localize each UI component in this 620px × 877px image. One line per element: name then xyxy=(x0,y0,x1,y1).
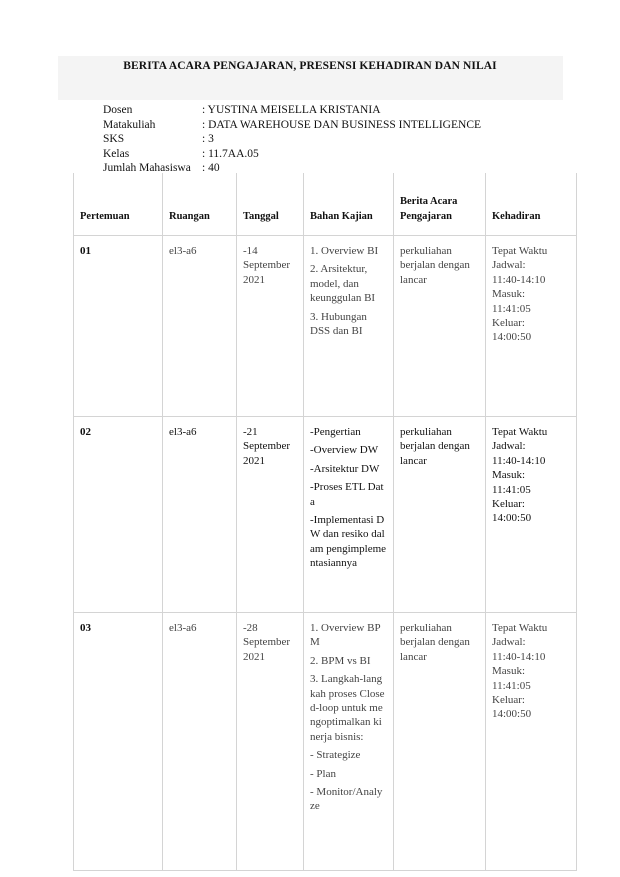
kehadiran-cell xyxy=(486,236,576,416)
bahan-kajian-cell xyxy=(304,236,394,416)
ruangan-cell: el3-a6 xyxy=(163,236,237,416)
tanggal-cell: -21 September 2021 xyxy=(237,417,304,612)
table-row xyxy=(74,417,576,613)
tanggal-cell: -14 September 2021 xyxy=(237,236,304,416)
kehadiran-line: 11:40-14:10 xyxy=(492,454,546,467)
kehadiran-line: Jadwal: xyxy=(492,440,526,453)
info-label: Matakuliah xyxy=(103,118,156,131)
kehadiran-line: Masuk: xyxy=(492,665,525,678)
bahan-item: 1. Overview BPM xyxy=(310,622,381,649)
bahan-item: - Strategize xyxy=(310,749,361,762)
info-row-dosen xyxy=(103,103,481,118)
info-label: Dosen xyxy=(103,104,133,116)
info-label: Kelas xyxy=(103,147,130,160)
header-pertemuan: Pertemuan xyxy=(74,173,163,235)
kehadiran-line: Masuk: xyxy=(492,469,525,482)
bahan-item: - Monitor/Analyze xyxy=(310,786,383,813)
kehadiran-line: Jadwal: xyxy=(492,259,526,272)
bahan-kajian-cell xyxy=(304,613,394,870)
bahan-item: -Pengertian xyxy=(310,426,361,438)
kehadiran-line: Jadwal: xyxy=(492,636,526,649)
kehadiran-cell xyxy=(486,417,576,612)
berita-acara-cell: perkuliahan berjalan dengan lancar xyxy=(394,236,486,416)
table-row xyxy=(74,613,576,870)
tanggal-cell: -28 September 2021 xyxy=(237,613,304,870)
kehadiran-line: 11:40-14:10 xyxy=(492,273,546,286)
bahan-item: 3. Hubungan DSS dan BI xyxy=(310,310,367,338)
kehadiran-line: Masuk: xyxy=(492,288,525,301)
pertemuan-cell: 02 xyxy=(74,417,163,612)
info-label: Jumlah Mahasiswa xyxy=(103,162,191,175)
info-value: : 11.7AA.05 xyxy=(202,147,259,160)
kehadiran-line: Keluar: xyxy=(492,694,525,707)
berita-acara-cell: perkuliahan berjalan dengan lancar xyxy=(394,417,486,612)
header-berita-acara: Berita Acara Pengajaran xyxy=(394,173,486,235)
info-value: : 40 xyxy=(202,162,220,175)
kehadiran-line: Keluar: xyxy=(492,498,525,511)
header-ruangan: Ruangan xyxy=(163,173,237,235)
kehadiran-line: 11:41:05 xyxy=(492,679,531,692)
bahan-item: 3. Langkah-langkah proses Closed-loop untuk mengoptimalkan kinerja bisnis: xyxy=(310,673,385,743)
bahan-item: 1. Overview BI xyxy=(310,245,379,257)
document-title: BERITA ACARA PENGAJARAN, PRESENSI KEHADIRAN DAN NILAI xyxy=(123,60,497,72)
pertemuan-cell: 03 xyxy=(74,613,163,870)
kehadiran-line: 14:00:50 xyxy=(492,331,532,344)
table-header-row xyxy=(74,173,576,236)
info-row-sks xyxy=(103,132,481,147)
info-row-kelas xyxy=(103,147,481,162)
bahan-item: -Arsitektur DW xyxy=(310,462,380,475)
pertemuan-cell: 01 xyxy=(74,236,163,416)
info-value: : 3 xyxy=(202,133,214,146)
berita-acara-cell: perkuliahan berjalan dengan lancar xyxy=(394,613,486,870)
info-value: : YUSTINA MEISELLA KRISTANIA xyxy=(202,104,381,116)
info-label: SKS xyxy=(103,133,125,146)
course-info xyxy=(103,103,481,176)
kehadiran-cell xyxy=(486,613,576,870)
bahan-item: 2. Arsitektur, model, dan keunggulan BI xyxy=(310,263,376,305)
kehadiran-line: Keluar: xyxy=(492,317,525,330)
kehadiran-line: 11:40-14:10 xyxy=(492,650,546,663)
info-row-matakuliah xyxy=(103,118,481,133)
kehadiran-line: 14:00:50 xyxy=(492,512,532,525)
header-tanggal: Tanggal xyxy=(237,173,304,235)
bahan-item: 2. BPM vs BI xyxy=(310,654,371,667)
bahan-item: -Overview DW xyxy=(310,444,379,457)
kehadiran-status: Tepat Waktu xyxy=(492,622,548,634)
kehadiran-line: 11:41:05 xyxy=(492,302,531,315)
ruangan-cell: el3-a6 xyxy=(163,417,237,612)
info-value: : DATA WAREHOUSE DAN BUSINESS INTELLIGENCE xyxy=(202,118,482,131)
ruangan-cell: el3-a6 xyxy=(163,613,237,870)
bahan-item: -Proses ETL Data xyxy=(310,481,384,508)
bahan-kajian-cell xyxy=(304,417,394,612)
bahan-item: -Implementasi DW dan resiko dalam pengimplementasiannya xyxy=(310,514,387,570)
header-kehadiran: Kehadiran xyxy=(492,210,541,222)
table-row xyxy=(74,236,576,417)
attendance-table xyxy=(73,173,577,871)
kehadiran-status: Tepat Waktu xyxy=(492,245,548,257)
kehadiran-line: 14:00:50 xyxy=(492,708,532,721)
header-bahan-kajian: Bahan Kajian xyxy=(304,173,394,235)
kehadiran-line: 11:41:05 xyxy=(492,483,531,496)
bahan-item: - Plan xyxy=(310,767,336,780)
kehadiran-status: Tepat Waktu xyxy=(492,426,548,438)
